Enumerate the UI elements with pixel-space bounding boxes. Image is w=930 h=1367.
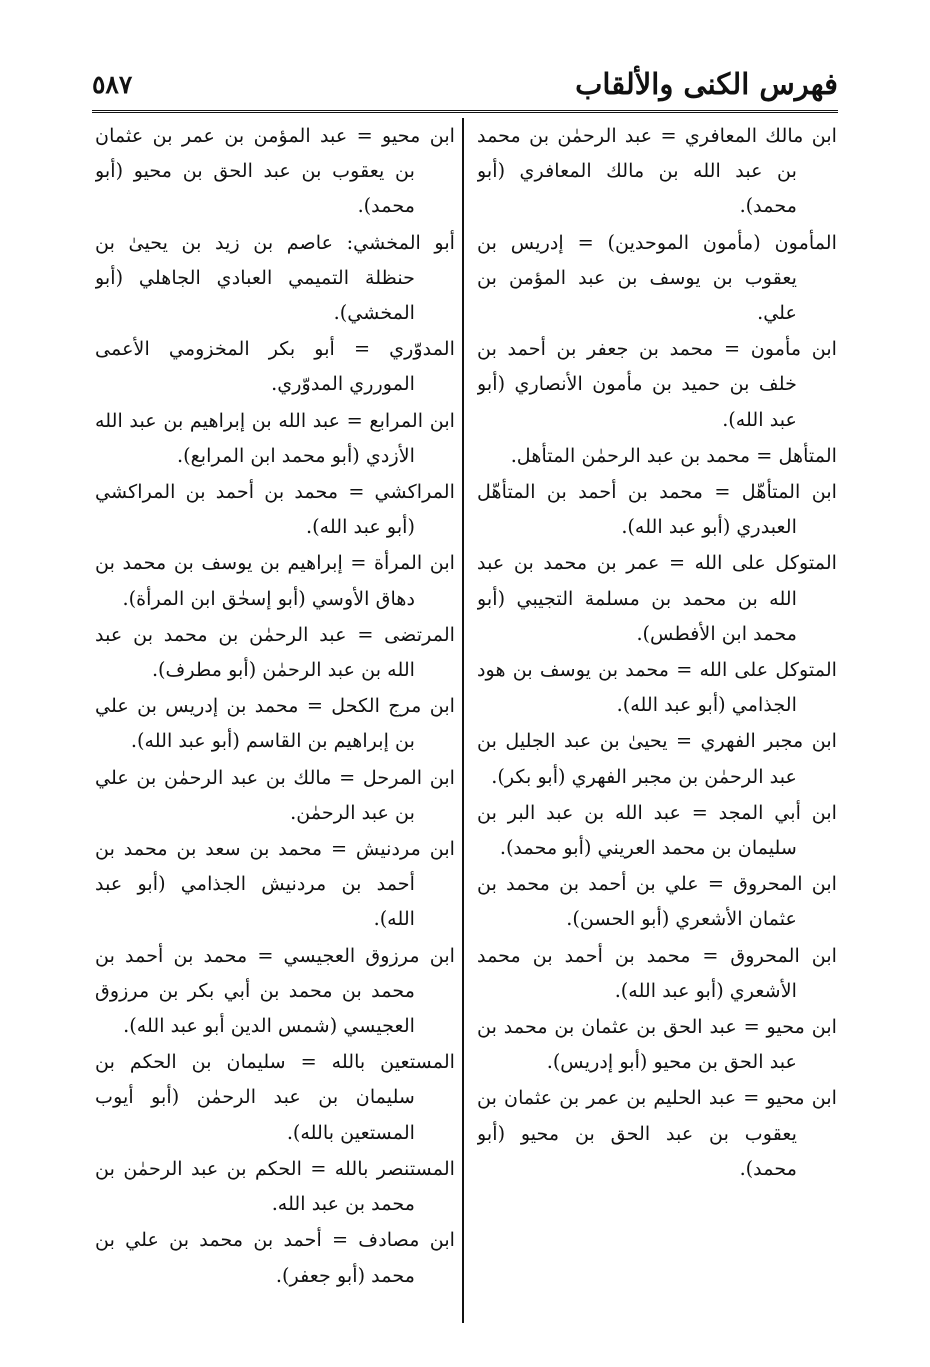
index-entry: المتوكل على الله = محمد بن يوسف بن هود الجذامي (أبو عبد الله). <box>477 658 837 717</box>
index-entry: ابن مالك المعافري = عبد الرحمٰن بن محمد بن عبد الله بن مالك المعافري (أبو محمد). <box>477 124 837 218</box>
index-entry: المستعين بالله = سليمان بن الحكم بن سليمان بن عبد الرحمٰن (أبو أيوب المستعين بالله). <box>95 1050 455 1144</box>
index-entry: المراكشي = محمد بن أحمد بن المراكشي (أبو عبد الله). <box>95 480 455 539</box>
index-entry: المدوّري = أبو بكر المخزومي الأعمى المورري المدوّري. <box>95 337 455 396</box>
index-entry: ابن مردنيش = محمد بن سعد بن محمد بن أحمد بن مردنيش الجذامي (أبو عبد الله). <box>95 837 455 931</box>
index-entry: ابن محيو = عبد الحليم بن عمر بن عثمان بن يعقوب بن عبد الحق بن محيو (أبو محمد). <box>477 1086 837 1180</box>
index-entry: ابن المحروق = محمد بن أحمد بن محمد الأشعري (أبو عبد الله). <box>477 943 837 1002</box>
index-entry: ابن محيو = عبد الحق بن عثمان بن محمد بن عبد الحق بن محيو (أبو إدريس). <box>477 1015 837 1074</box>
index-entry: ابن المرابع = عبد الله بن إبراهيم بن عبد الله الأزدي (أبو محمد ابن المرابع). <box>95 408 455 467</box>
index-entry: المأمون (مأمون الموحدين) = إدريس بن يعقوب بن يوسف بن عبد المؤمن بن علي. <box>477 230 837 325</box>
index-entry: ابن محيو = عبد المؤمن بن عمر بن عثمان بن يعقوب بن عبد الحق بن محيو (أبو محمد). <box>95 124 455 218</box>
index-entry: ابن مرزوق العجيسي = محمد بن أحمد بن محمد بن محمد بن أبي بكر بن مرزوق العجيسي (شمس الدين أبو عبد الله). <box>95 943 455 1038</box>
index-entry: ابن المرحل = مالك بن عبد الرحمٰن بن علي بن عبد الرحمٰن. <box>95 765 455 824</box>
index-entry: أبو المخشي: عاصم بن زيد بن يحيىٰ بن حنظلة التميمي العبادي الجاهلي (أبو المخشي). <box>95 230 455 325</box>
page-title: فهرس الكنى والألقاب <box>575 67 838 101</box>
index-entry: المستنصر بالله = الحكم بن عبد الرحمٰن بن محمد بن عبد الله. <box>95 1156 455 1216</box>
page-number: ٥٨٧ <box>92 69 133 99</box>
index-entry: ابن مأمون = محمد بن جعفر بن أحمد بن خلف بن حميد بن مأمون الأنصاري (أبو عبد الله). <box>477 337 837 431</box>
index-entry: المتأهل = محمد بن عبد الرحمٰن المتأهل. <box>510 443 837 467</box>
index-entry: ابن المتأهّل = محمد بن أحمد بن المتأهّل العبدري (أبو عبد الله). <box>477 480 837 539</box>
index-entry: ابن مجبر الفهري = يحيىٰ بن عبد الجليل بن عبد الرحمٰن بن مجبر الفهري (أبو بكر). <box>477 729 837 788</box>
index-entry: ابن المحروق = علي بن أحمد بن محمد بن عثمان الأشعري (أبو الحسن). <box>477 872 837 931</box>
index-entry: ابن أبي المجد = عبد الله بن عبد البر بن سليمان بن محمد العريني (أبو محمد). <box>477 800 837 860</box>
page-header <box>92 60 838 108</box>
right-column <box>477 118 837 1328</box>
index-entry: ابن المرأة = إبراهيم بن يوسف بن محمد بن دهاق الأوسي (أبو إسحٰق ابن المرأة). <box>95 551 455 610</box>
header-rule <box>92 110 838 113</box>
left-column <box>95 118 455 1328</box>
index-entry: ابن مرج الكحل = محمد بن إدريس بن علي بن إبراهيم بن القاسم (أبو عبد الله). <box>95 694 455 753</box>
column-divider <box>462 118 464 1323</box>
index-entry: المرتضى = عبد الرحمٰن بن محمد بن عبد الله بن عبد الرحمٰن (أبو مطرف). <box>95 622 455 682</box>
index-entry: ابن مصادف = أحمد بن محمد بن علي بن محمد (أبو جعفر). <box>95 1228 455 1287</box>
index-entry: المتوكل على الله = عمر بن محمد بن عبد الله بن محمد بن مسلمة التجيبي (أبو محمد ابن الأفطس). <box>477 551 837 645</box>
